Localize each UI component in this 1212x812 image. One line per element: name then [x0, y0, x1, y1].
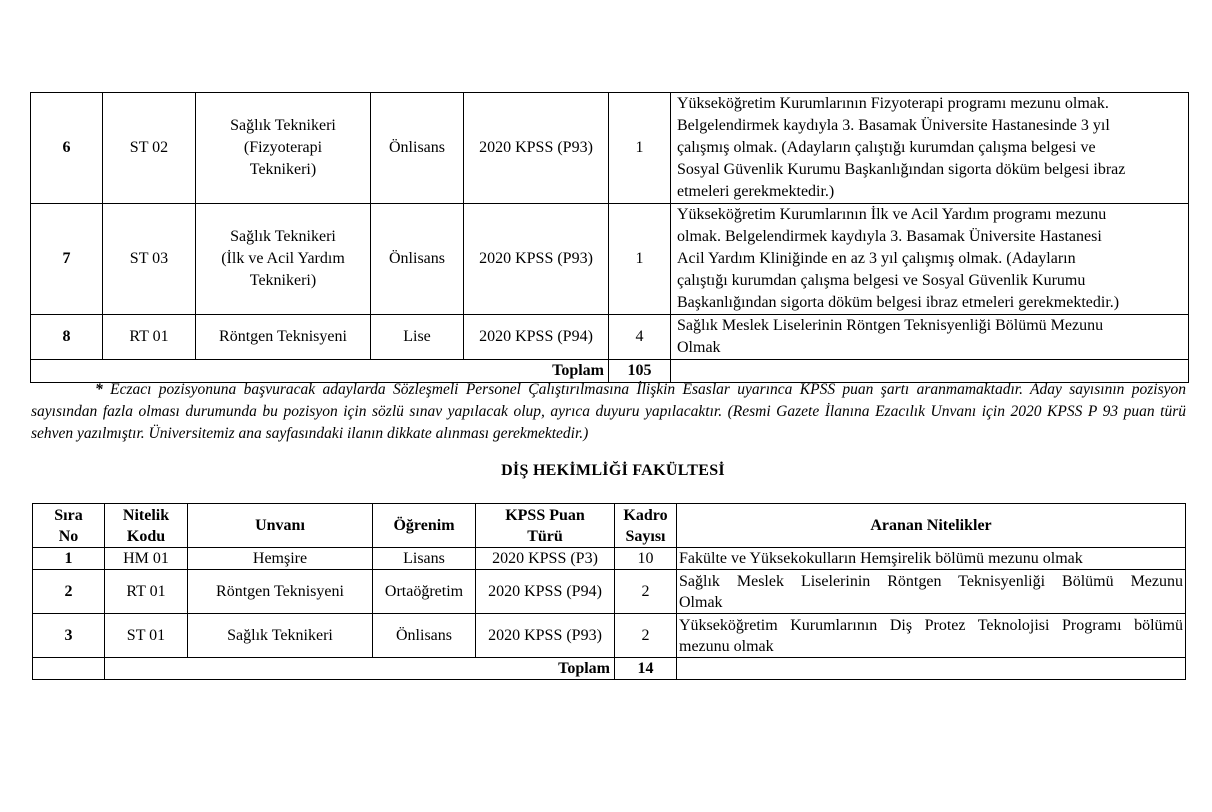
- row-education: Ortaöğretim: [373, 570, 476, 614]
- row-kpss: 2020 KPSS (P93): [464, 204, 609, 315]
- req-line: Olmak: [679, 593, 723, 611]
- table-row: [31, 93, 1189, 204]
- section-title: DİŞ HEKİMLİĞİ FAKÜLTESİ: [501, 462, 725, 479]
- header-kpss: [476, 504, 615, 548]
- row-title: Röntgen Teknisyeni: [196, 315, 371, 360]
- row-title: [196, 204, 371, 315]
- row-no: 7: [31, 204, 103, 315]
- row-count: 10: [615, 548, 677, 570]
- req-line: Olmak: [677, 339, 721, 356]
- positions-table-continued: [30, 92, 1189, 383]
- header-row: [33, 504, 1186, 548]
- row-kpss: 2020 KPSS (P3): [476, 548, 615, 570]
- req-line: Sosyal Güvenlik Kurumu Başkanlığından sigorta döküm belgesi ibraz: [677, 161, 1126, 178]
- row-title: Hemşire: [188, 548, 373, 570]
- req-line: çalışmış olmak. (Adayların çalıştığı kurumdan çalışma belgesi ve: [677, 139, 1096, 156]
- req-line: etmeleri gerekmektedir.): [677, 183, 835, 200]
- row-education: Önlisans: [373, 614, 476, 658]
- row-requirements: [677, 570, 1186, 614]
- row-title: Sağlık Teknikeri: [188, 614, 373, 658]
- row-code: RT 01: [105, 570, 188, 614]
- row-count: 2: [615, 570, 677, 614]
- row-code: HM 01: [105, 548, 188, 570]
- row-requirements: [671, 315, 1189, 360]
- row-no: 6: [31, 93, 103, 204]
- title-line: (İlk ve Acil Yardım: [221, 250, 345, 267]
- row-requirements: [677, 614, 1186, 658]
- req-line: Yükseköğretim Kurumlarının Fizyoterapi programı mezunu olmak.: [677, 95, 1109, 112]
- total-row: [33, 658, 1186, 680]
- header-count: [615, 504, 677, 548]
- row-no: 2: [33, 570, 105, 614]
- total-label: Toplam: [105, 658, 615, 680]
- row-requirements: [671, 93, 1189, 204]
- header-line: Kodu: [126, 527, 166, 545]
- req-line: Yükseköğretim Kurumlarının Diş Protez Teknolojisi Programı bölümü: [679, 616, 1183, 634]
- row-code: ST 01: [105, 614, 188, 658]
- header-line: No: [58, 527, 79, 545]
- table-row: [33, 614, 1186, 658]
- table-row: [31, 204, 1189, 315]
- req-line: Yükseköğretim Kurumlarının İlk ve Acil Yardım programı mezunu: [677, 206, 1107, 223]
- row-title: Röntgen Teknisyeni: [188, 570, 373, 614]
- dental-faculty-table: [32, 503, 1186, 680]
- row-kpss: 2020 KPSS (P93): [464, 93, 609, 204]
- req-line: çalıştığı kurumdan çalışma belgesi ve Sosyal Güvenlik Kurumu: [677, 272, 1086, 289]
- row-no: 3: [33, 614, 105, 658]
- row-code: RT 01: [103, 315, 196, 360]
- header-line: KPSS Puan: [505, 506, 585, 524]
- header-line: Sıra: [54, 506, 83, 524]
- req-line: Sağlık Meslek Liselerinin Röntgen Teknisyenliği Bölümü Mezunu: [677, 317, 1104, 334]
- row-kpss: 2020 KPSS (P94): [476, 570, 615, 614]
- total-label: Toplam: [31, 360, 609, 383]
- header-no: [33, 504, 105, 548]
- title-line: Teknikeri): [249, 272, 317, 289]
- row-count: 1: [609, 204, 671, 315]
- header-requirements: Aranan Nitelikler: [677, 504, 1186, 548]
- total-empty: [677, 658, 1186, 680]
- row-count: 1: [609, 93, 671, 204]
- req-line: olmak. Belgelendirmek kaydıyla 3. Basamak Üniversite Hastanesi: [677, 228, 1102, 245]
- header-code: [105, 504, 188, 548]
- total-value: 105: [609, 360, 671, 383]
- row-count: 4: [609, 315, 671, 360]
- title-line: Sağlık Teknikeri: [230, 117, 336, 134]
- req-line: Başkanlığından sigorta döküm belgesi ibraz etmeleri gerekmektedir.): [677, 294, 1120, 311]
- footnote-text: Eczacı pozisyonuna başvuracak adaylarda Sözleşmeli Personel Çalıştırılmasına İlişkin Esaslar uyarınca KPSS puan şartı aranmamaktadır. Aday sayısının pozisyon sayısından fazla olması durumunda bu pozisyon için sözlü sınav yapılacak olup, ayrıca duyuru yapılacaktır. (Resmi Gazete İlanına Ezacılık Unvanı için 2020 KPSS P 93 puan türü sehven yazılmıştır. Üniversitemiz ana sayfasındaki ilanın dikkate alınması gerekmektedir.): [31, 381, 1186, 442]
- table-row: [33, 548, 1186, 570]
- header-education: Öğrenim: [373, 504, 476, 548]
- header-line: Nitelik: [122, 506, 170, 524]
- total-empty-left: [33, 658, 105, 680]
- row-code: ST 02: [103, 93, 196, 204]
- row-education: Lise: [371, 315, 464, 360]
- row-education: Lisans: [373, 548, 476, 570]
- title-line: Sağlık Teknikeri: [230, 228, 336, 245]
- req-line: mezunu olmak: [679, 637, 774, 655]
- row-title: [196, 93, 371, 204]
- row-no: 8: [31, 315, 103, 360]
- row-count: 2: [615, 614, 677, 658]
- total-value: 14: [615, 658, 677, 680]
- title-line: Teknikeri): [249, 161, 317, 178]
- row-no: 1: [33, 548, 105, 570]
- table-row: [33, 570, 1186, 614]
- row-education: Önlisans: [371, 93, 464, 204]
- header-line: Sayısı: [625, 527, 666, 545]
- footnote-star: *: [95, 381, 103, 398]
- row-code: ST 03: [103, 204, 196, 315]
- row-requirements: Fakülte ve Yüksekokulların Hemşirelik bölümü mezunu olmak: [677, 548, 1186, 570]
- row-education: Önlisans: [371, 204, 464, 315]
- req-line: Sağlık Meslek Liselerinin Röntgen Teknisyenliği Bölümü Mezunu: [679, 572, 1183, 590]
- req-line: Acil Yardım Kliniğinde en az 3 yıl çalışmış olmak. (Adayların: [677, 250, 1076, 267]
- header-line: Türü: [527, 527, 563, 545]
- row-kpss: 2020 KPSS (P93): [476, 614, 615, 658]
- footnote: [31, 379, 1186, 445]
- row-requirements: [671, 204, 1189, 315]
- title-line: (Fizyoterapi: [243, 139, 323, 156]
- table-row: [31, 315, 1189, 360]
- header-line: Kadro: [623, 506, 668, 524]
- header-title: Unvanı: [188, 504, 373, 548]
- row-kpss: 2020 KPSS (P94): [464, 315, 609, 360]
- req-line: Belgelendirmek kaydıyla 3. Basamak Üniversite Hastanesinde 3 yıl: [677, 117, 1110, 134]
